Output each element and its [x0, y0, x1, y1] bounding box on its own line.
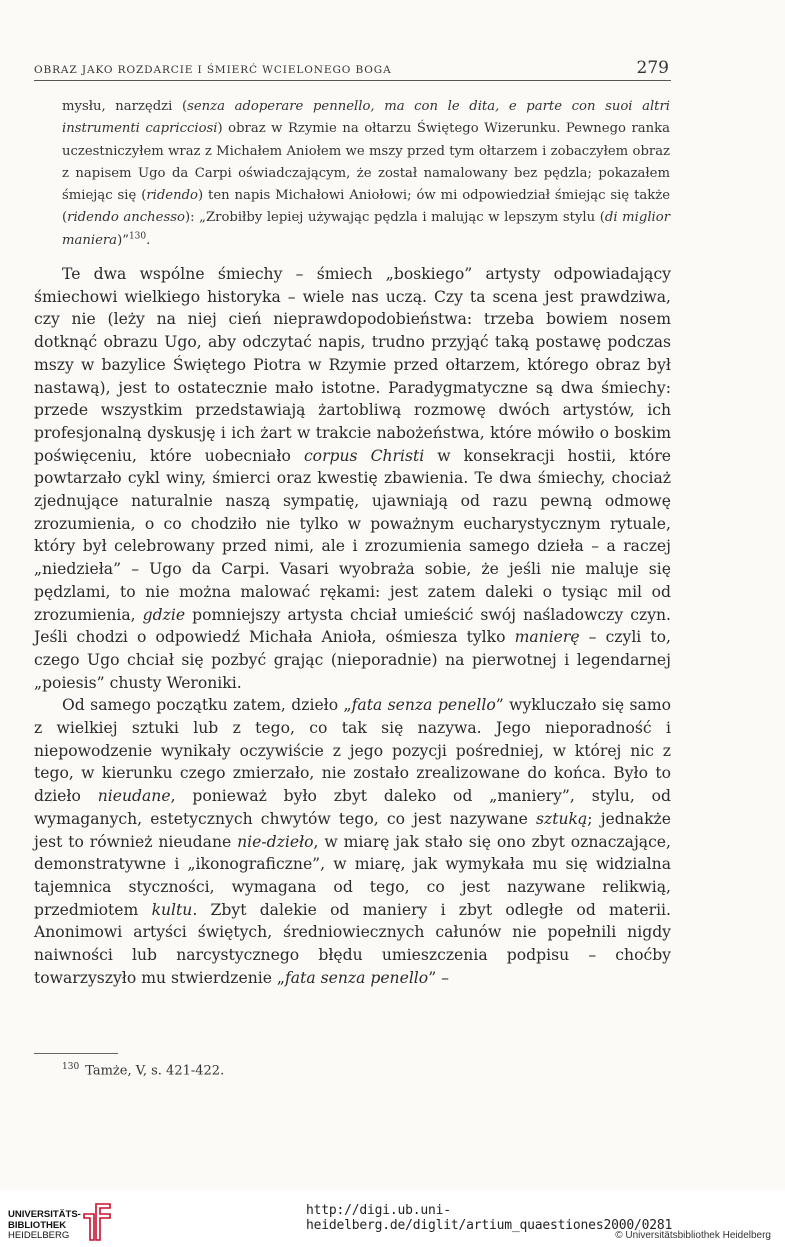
- quote-text: )”: [117, 232, 129, 248]
- paragraph-text: Te dwa wspólne śmiechy – śmiech „boskiego” artysty odpowiadający śmiechowi wielkiego historyka – wiele nas uczą. Czy ta scena jest prawdziwa, czy nie (leży na niej cień nieprawdopodobieństwa: trzeba bowiem nosem dotknąć obrazu Ugo, aby odczytać napis, trudno przyjąć taką postawę podczas mszy w bazylice Świętego Piotra w Rzymie przed ołtarzem, którego obraz był nastawą), jest to ostatecznie mało istotne. Paradygmatyczne są dwa śmiechy: przede wszystkim przedstawiają żartobliwą rozmowę dwóch artystów, ich profesjonalną dyskusję i ich żart w trakcie nabożeństwa, które mówiło o boskim poświęceniu, które uobecniało: [34, 265, 671, 465]
- quote-italic: senza adoperare pennello, ma con le dita, e parte con suoi altri instrumenti capricciosi: [62, 99, 671, 137]
- copyright-notice: © Universitätsbibliothek Heidelberg: [615, 1230, 771, 1241]
- paragraph-text: ; jednakże jest to również nieudane: [34, 809, 671, 851]
- paragraph-text: ” –: [428, 968, 449, 987]
- quote-text: ) obraz w Rzymie na ołtarzu Świętego Wizerunku. Pewnego ranka uczestniczyłem wraz z Michałem Aniołem we mszy przed tym ołtarzem i zobaczyłem obraz z napisem Ugo da Carpi oświadczającym, że został namalowany bez pędzla; pokazałem śmiejąc się (: [62, 121, 670, 204]
- paragraph-2: [34, 694, 671, 989]
- running-head: OBRAZ JAKO ROZDARCIE I ŚMIERĆ WCIELONEGO BOGA: [34, 64, 392, 76]
- paragraph-1: [34, 263, 671, 694]
- library-name-line: HEIDELBERG: [8, 1230, 70, 1241]
- quote-paragraph: [62, 96, 670, 252]
- viewer-footer: [0, 1190, 785, 1247]
- footnote: [62, 1062, 224, 1078]
- quote-text: mysłu, narzędzi (: [62, 99, 188, 114]
- footnote-divider: [34, 1053, 118, 1054]
- paragraph-text: Od samego początku zatem, dzieło „: [62, 696, 352, 715]
- quote-text: .: [146, 232, 151, 248]
- paragraph-italic: gdzie: [142, 605, 186, 624]
- paragraph-text: pomniejszy artysta chciał umieścić swój naśladowczy czyn. Jeśli chodzi o odpowiedź Michała Anioła, ośmiesza tylko: [34, 605, 671, 647]
- paragraph-italic: nie-dzieło: [237, 832, 314, 851]
- quote-text: ) ten napis Michałowi Aniołowi; ów mi odpowiedział śmiejąc się także (: [62, 188, 670, 226]
- paragraph-text: ” wykluczało się samo z wielkiej sztuki lub z tego, co tak się nazywa. Jego nieporadność i niepowodzenie wynikały oczywiście z jego pozycji pośredniej, w której nic z tego, w kierunku czego zmierzało, nie zostało zrealizowane do końca. Było to dzieło: [34, 696, 671, 806]
- quote-italic: ridendo: [146, 188, 198, 204]
- paragraph-text: – czyli to, czego Ugo chciał się pozbyć grając (nieporadnie) na pierwotnej i legendarnej „poiesis” chusty Weroniki.: [34, 628, 671, 692]
- paragraph-italic: corpus Christi: [303, 446, 425, 465]
- library-logo[interactable]: [4, 1196, 134, 1242]
- paragraph-italic: nieudane: [97, 787, 171, 806]
- block-quote: [62, 96, 670, 252]
- page-header: [34, 60, 671, 81]
- quote-text: ): „Zrobiłby lepiej używając pędzla i malując w lepszym stylu (: [184, 210, 605, 226]
- footnote-reference[interactable]: 130: [128, 231, 147, 242]
- library-name-line: BIBLIOTHEK: [8, 1219, 67, 1231]
- document-url-link[interactable]: http://digi.ub.uni-heidelberg.de/diglit/artium_quaestiones2000/0281: [306, 1203, 673, 1233]
- paragraph-italic: sztuką: [536, 809, 588, 828]
- library-name-line: UNIVERSITÄTS-: [8, 1209, 81, 1220]
- ub-heidelberg-logo-icon: [80, 1202, 114, 1242]
- paragraph-text: w konsekracji hostii, które powtarzało cykl winy, śmierci oraz kwestię zbawienia. Te dwa śmiechy, chociaż zjednujące naturalnie naszą sympatię, ujawniają od razu pewną odmowę zrozumienia, o co chodziło nie tylko w poważnym eucharystycznym rytuale, który był celebrowany przed nimi, ale i zrozumienia samego dzieła – a raczej „niedzieła” – Ugo da Carpi. Vasari wyobraża sobie, że jeśli nie maluje się pędzlami, to nie można malować rękami: jest zatem daleki o tysiąc mil od zrozumienia,: [34, 446, 672, 624]
- quote-italic: ridendo anchesso: [67, 210, 185, 226]
- footnote-number: 130: [62, 1062, 80, 1072]
- footnote-text: Tamże, V, s. 421-422.: [85, 1063, 225, 1079]
- paragraph-italic: fata senza penello: [285, 968, 429, 987]
- page-number: 279: [636, 58, 669, 78]
- paragraph-italic: manierę: [514, 628, 580, 647]
- body-text: [34, 263, 671, 990]
- quote-italic: di miglior maniera: [62, 210, 670, 248]
- paragraph-text: , ponieważ było zbyt daleko od „maniery”, stylu, od wymaganych, estetycznych chwytów tego, co jest nazywane: [34, 787, 671, 828]
- paragraph-italic: fata senza penello: [351, 696, 496, 715]
- library-name: [8, 1210, 81, 1242]
- paragraph-text: , w miarę jak stało się ono zbyt oznaczające, demonstratywne i „ikonograficzne”, w miarę, jak wymykała mu się widzialna tajemnica styczności, wymagana od tego, co jest nazywane relikwią, przedmiotem: [34, 832, 671, 919]
- paragraph-text: . Zbyt dalekie od maniery i zbyt odległe od materii. Anonimowi artyści świętych, średniowiecznych całunów nie popełnili nigdy naiwności lub narcystycznego błędu umieszczenia podpisu – choćby towarzyszyło mu stwierdzenie „: [34, 900, 672, 987]
- paragraph-italic: kultu: [151, 900, 193, 919]
